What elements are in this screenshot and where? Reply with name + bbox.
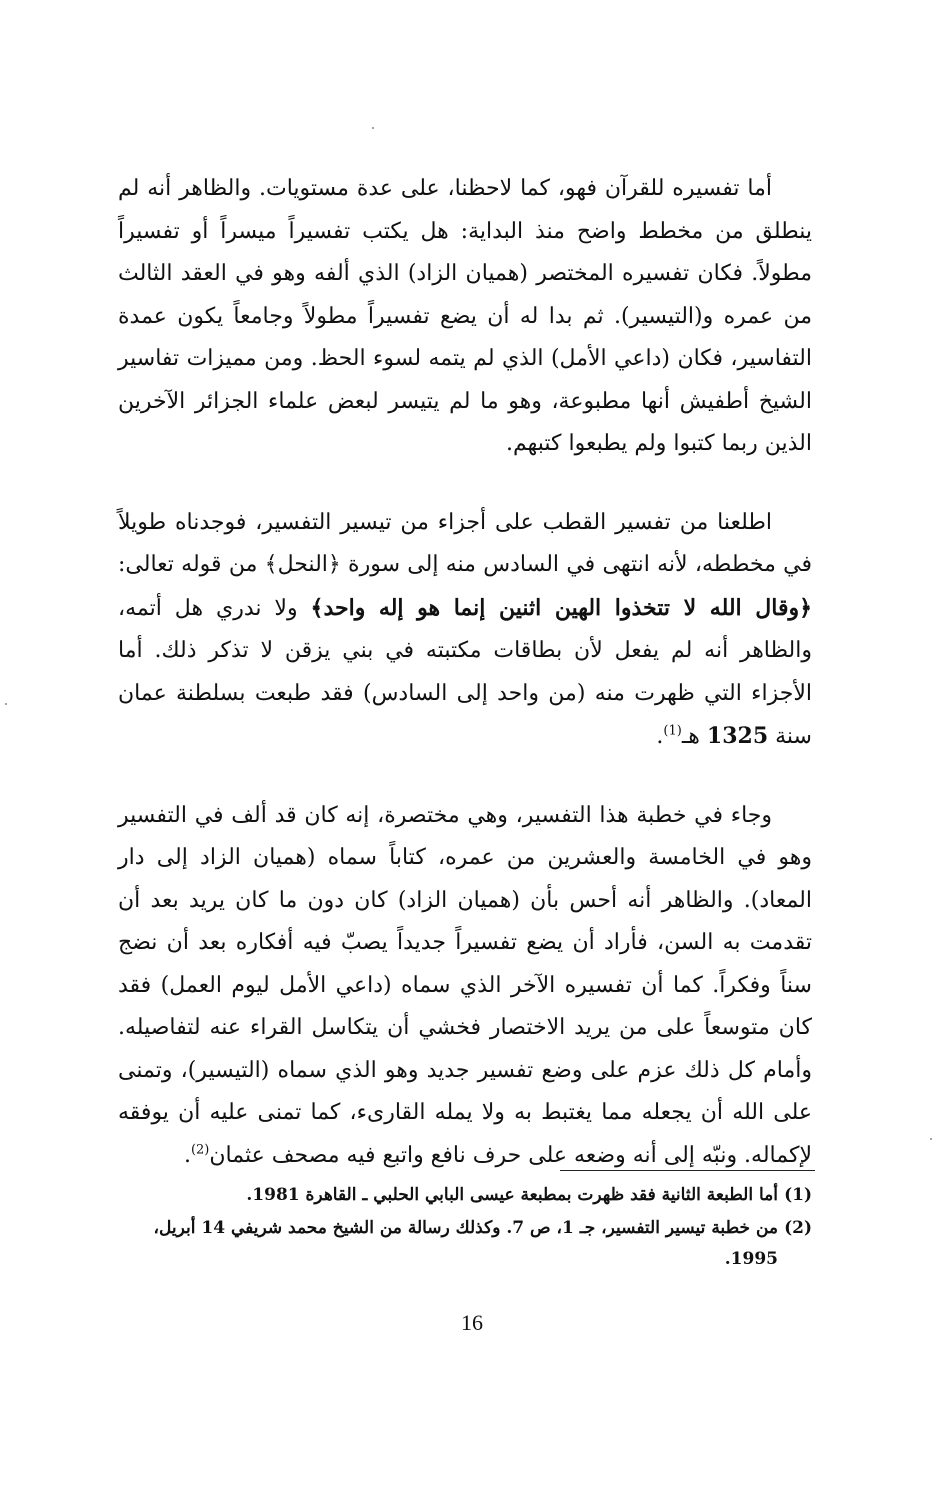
paragraph-1-text: أما تفسيره للقرآن فهو، كما لاحظنا، على عدة مستويات. والظاهر أنه لم ينطلق من مخطط واضح منذ البداية: هل يكتب تفسيراً ميسراً أو تفسيراً مطولاً. فكان تفسيره المختصر (هميان الزاد) الذي ألفه وهو في العقد الثالث من عمره و(التيسير). ثم بدا له أن يضع تفسيراً مطولاً وجامعاً يكون عمدة التفاسير، فكان (داعي الأمل) الذي لم يتمه لسوء الحظ. ومن مميزات تفاسير الشيخ أطفيش أنها مطبوعة، وهو ما لم يتيسر لبعض علماء الجزائر الآخرين الذين ربما كتبوا ولم يطبعوا كتبهم.	[118, 176, 812, 456]
paragraph-3-part1: وجاء في خطبة هذا التفسير، وهي مختصرة، إنه كان قد ألف في التفسير وهو في الخامسة والعشرين من عمره، كتاباً سماه (هميان الزاد إلى دار المعاد). والظاهر أنه أحس بأن (هميان الزاد) كان دون ما كان يريد بعد أن تقدمت به السن، فأراد أن يضع تفسيراً جديداً يصبّ فيه أفكاره بعد أن نضج سناً وفكراً. كما أن تفسيره الآخر الذي سماه (داعي الأمل ليوم العمل) فقد كان متوسعاً على من يريد الاختصار فخشي أن يتكاسل القراء عنه لتفاصيله. وأمام كل ذلك عزم على وضع تفسير جديد وهو الذي سماه (التيسير)، وتمنى على الله أن يجعله مما يغتبط به ولا يمله القارىء، كما تمنى عليه أن يوفقه لإكماله. ونبّه إلى أنه وضعه على حرف نافع واتبع فيه مصحف عثمان	[118, 802, 812, 1168]
footnote-1	[118, 1180, 812, 1211]
paragraph-2-part2: ولا ندري هل أتمه، والظاهر أنه لم يفعل لأن بطاقات مكتبته في بني يزقن لا تذكر ذلك. أما الأجزاء التي ظهرت منه (من واحد إلى السادس) فقد طبعت بسلطنة عمان سنة	[118, 595, 812, 749]
footnote-2	[118, 1213, 812, 1275]
footnote-ref-2[interactable]: (2)	[190, 1142, 210, 1158]
footnote-separator	[560, 1170, 815, 1171]
footnote-2-number: (2)	[784, 1218, 812, 1238]
scan-speck	[930, 1138, 932, 1140]
hijri-year: 1325	[706, 723, 769, 749]
scan-speck	[372, 127, 374, 129]
scan-speck	[5, 703, 7, 705]
footnotes	[118, 1180, 812, 1277]
paragraph-1	[118, 168, 812, 466]
paragraph-2-end: .	[656, 724, 664, 749]
paragraph-2	[118, 502, 812, 759]
footnote-ref-1[interactable]: (1)	[663, 723, 682, 739]
footnote-2-text: من خطبة تيسير التفسير، جـ 1، ص 7. وكذلك رسالة من الشيخ محمد شريفي 14 أبريل، 1995.	[153, 1218, 778, 1269]
footnote-1-text: أما الطبعة الثانية فقد ظهرت بمطبعة عيسى البابي الحلبي ـ القاهرة 1981.	[246, 1185, 778, 1205]
quran-verse: ﴿وقال الله لا تتخذوا الهين اثنين إنما هو إله واحد﴾	[310, 594, 812, 621]
footnote-1-number: (1)	[784, 1185, 812, 1205]
paragraph-3	[118, 795, 812, 1178]
body-text	[118, 168, 812, 1213]
paragraph-2-part3: هـ	[681, 724, 707, 749]
paragraph-3-end: .	[183, 1142, 191, 1168]
page-number: 16	[461, 1310, 483, 1335]
paragraph-2-part1: اطلعنا من تفسير القطب على أجزاء من تيسير التفسير، فوجدناه طويلاً في مخططه، لأنه انتهى في السادس منه إلى سورة ﴿النحل﴾ من قوله تعالى:	[118, 509, 812, 577]
